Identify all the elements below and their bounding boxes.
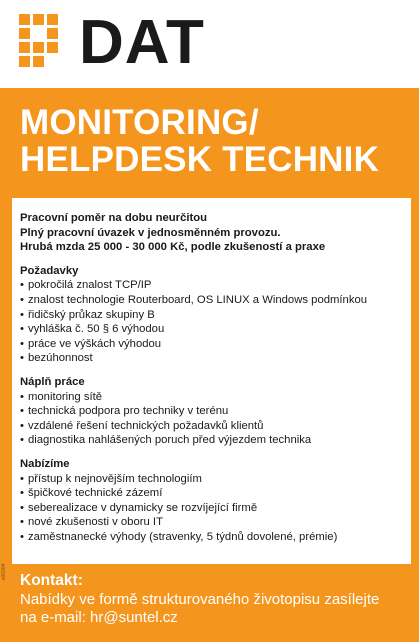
list-item: • znalost technologie Routerboard, OS LINUX a Windows podmínkou <box>20 293 411 308</box>
duties-section <box>20 375 411 448</box>
requirements-list <box>20 278 411 366</box>
intro-line: Pracovní poměr na dobu neurčitou <box>20 212 208 224</box>
job-title-line-2: HELPDESK TECHNIK <box>20 140 380 179</box>
contact-email-line: na e-mail: hr@suntel.cz <box>20 609 178 626</box>
list-item: • vyhláška č. 50 § 6 výhodou <box>20 322 411 337</box>
intro-line: Plný pracovní úvazek v jednosměnném provozu. <box>20 226 281 239</box>
list-item: • řidičský průkaz skupiny B <box>20 308 411 323</box>
list-item: • seberealizace v dynamicky se rozvíjející firmě <box>20 501 411 516</box>
list-item: • přístup k nejnovějším technologiím <box>20 472 411 487</box>
duties-list <box>20 390 411 448</box>
list-item: • vzdálené řešení technických požadavků klientů <box>20 419 411 434</box>
list-item: • práce ve výškách výhodou <box>20 337 411 352</box>
company-logo <box>19 8 219 77</box>
offer-list <box>20 472 411 545</box>
list-item: • diagnostika nahlášených poruch před výjezdem technika <box>20 433 411 448</box>
requirements-section <box>20 264 411 366</box>
list-item: • technická podpora pro techniky v terénu <box>20 404 411 419</box>
side-code: s00304 <box>1 563 7 580</box>
job-details-panel <box>12 198 411 564</box>
offer-section <box>20 457 411 545</box>
contact-section <box>20 572 415 628</box>
intro-line: Hrubá mzda 25 000 - 30 000 Kč, podle zkušeností a praxe <box>20 241 326 254</box>
list-item: • bezúhonnost <box>20 351 411 366</box>
header <box>0 0 419 88</box>
list-item: • špičkové technické zázemí <box>20 486 411 501</box>
offer-title: Nabízíme <box>20 457 70 470</box>
duties-title: Náplň práce <box>20 375 85 388</box>
logo-text: DAT <box>79 8 205 77</box>
dot-grid-logo-icon <box>19 14 75 70</box>
list-item: • nové zkušenosti v oboru IT <box>20 515 411 530</box>
requirements-title: Požadavky <box>20 264 79 277</box>
contact-line: Nabídky ve formě strukturovaného životopisu zasílejte <box>20 590 380 608</box>
job-title-line-1: MONITORING/ <box>20 103 259 142</box>
list-item: • monitoring sítě <box>20 390 411 405</box>
contact-title: Kontakt: <box>20 572 83 589</box>
job-intro <box>20 211 411 255</box>
job-title <box>20 104 410 178</box>
list-item: • pokročilá znalost TCP/IP <box>20 278 411 293</box>
list-item: • zaměstnanecké výhody (stravenky, 5 týdnů dovolené, prémie) <box>20 530 411 545</box>
